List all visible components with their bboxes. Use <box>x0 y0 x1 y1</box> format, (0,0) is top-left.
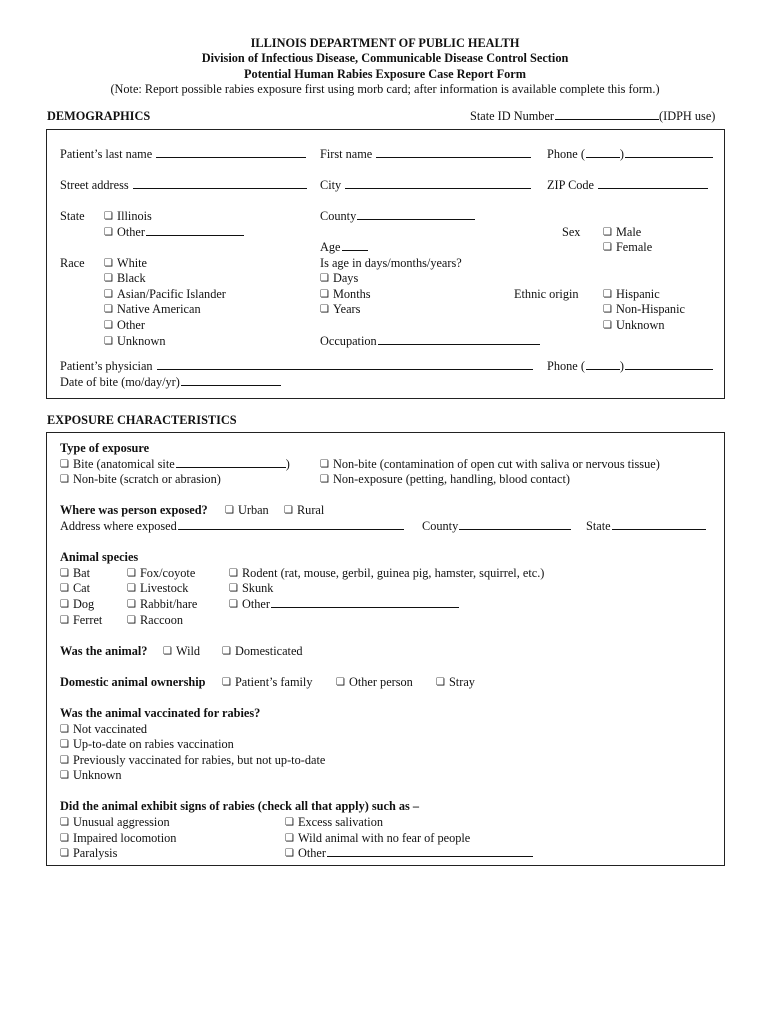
age-field[interactable]: Age <box>320 240 368 254</box>
species-fox-checkbox[interactable]: ❏ Fox/coyote <box>127 566 195 582</box>
sign-other-field[interactable]: ❏ Other <box>285 846 533 862</box>
ethnic-unknown-checkbox[interactable]: ❏ Unknown <box>603 318 664 334</box>
state-other-field[interactable]: ❏ Other <box>104 225 244 241</box>
zip-field[interactable]: ZIP Code <box>547 178 708 192</box>
ethnic-hispanic-checkbox[interactable]: ❏ Hispanic <box>603 287 660 303</box>
ethnic-origin-label: Ethnic origin <box>514 287 579 301</box>
ownership-stray-checkbox[interactable]: ❏ Stray <box>436 675 475 691</box>
rabies-signs-label: Did the animal exhibit signs of rabies (check all that apply) such as – <box>60 799 420 813</box>
vacc-up-to-date-checkbox[interactable]: ❏ Up-to-date on rabies vaccination <box>60 737 234 753</box>
last-name-field[interactable]: Patient’s last name <box>60 147 306 161</box>
species-ferret-checkbox[interactable]: ❏ Ferret <box>60 613 102 629</box>
bite-date-field[interactable]: Date of bite (mo/day/yr) <box>60 375 281 389</box>
form-title: Potential Human Rabies Exposure Case Report Form <box>244 67 526 81</box>
species-bat-checkbox[interactable]: ❏ Bat <box>60 566 90 582</box>
vaccination-label: Was the animal vaccinated for rabies? <box>60 706 261 720</box>
state-label: State <box>60 209 85 223</box>
age-days-checkbox[interactable]: ❏ Days <box>320 271 358 287</box>
sign-locomotion-checkbox[interactable]: ❏ Impaired locomotion <box>60 831 176 847</box>
city-field[interactable]: City <box>320 178 531 192</box>
form-agency-title: ILLINOIS DEPARTMENT OF PUBLIC HEALTH <box>250 36 520 50</box>
exposure-county-field[interactable]: County <box>422 519 571 533</box>
nonbite-scratch-checkbox[interactable]: ❏ Non-bite (scratch or abrasion) <box>60 472 221 488</box>
location-rural-checkbox[interactable]: ❏ Rural <box>284 503 324 519</box>
ownership-label: Domestic animal ownership <box>60 675 206 689</box>
physician-field[interactable]: Patient’s physician <box>60 359 533 373</box>
exposure-address-field[interactable]: Address where exposed <box>60 519 404 533</box>
species-skunk-checkbox[interactable]: ❏ Skunk <box>229 581 273 597</box>
exposure-type-label: Type of exposure <box>60 441 150 455</box>
state-id-field[interactable]: State ID Number (IDPH use) <box>470 109 716 123</box>
vacc-not-vaccinated-checkbox[interactable]: ❏ Not vaccinated <box>60 722 147 738</box>
age-years-checkbox[interactable]: ❏ Years <box>320 302 360 318</box>
county-field[interactable]: County <box>320 209 475 223</box>
age-months-checkbox[interactable]: ❏ Months <box>320 287 371 303</box>
sign-no-fear-checkbox[interactable]: ❏ Wild animal with no fear of people <box>285 831 470 847</box>
ethnic-non-hispanic-checkbox[interactable]: ❏ Non-Hispanic <box>603 302 685 318</box>
sex-female-checkbox[interactable]: ❏ Female <box>603 240 652 256</box>
sex-male-checkbox[interactable]: ❏ Male <box>603 225 641 241</box>
race-asian-checkbox[interactable]: ❏ Asian/Pacific Islander <box>104 287 226 303</box>
species-rodent-checkbox[interactable]: ❏ Rodent (rat, mouse, gerbil, guinea pig, hamster, squirrel, etc.) <box>229 566 544 582</box>
occupation-field[interactable]: Occupation <box>320 334 540 348</box>
species-rabbit-checkbox[interactable]: ❏ Rabbit/hare <box>127 597 197 613</box>
race-other-checkbox[interactable]: ❏ Other <box>104 318 145 334</box>
species-other-field[interactable]: ❏ Other <box>229 597 459 613</box>
species-dog-checkbox[interactable]: ❏ Dog <box>60 597 94 613</box>
form-note: (Note: Report possible rabies exposure first using morb card; after information is available complete this form.) <box>110 82 660 96</box>
form-division-title: Division of Infectious Disease, Communicable Disease Control Section <box>201 51 569 65</box>
race-white-checkbox[interactable]: ❏ White <box>104 256 147 272</box>
race-unknown-checkbox[interactable]: ❏ Unknown <box>104 334 165 350</box>
state-illinois-checkbox[interactable]: ❏ Illinois <box>104 209 152 225</box>
animal-status-label: Was the animal? <box>60 644 148 658</box>
race-native-american-checkbox[interactable]: ❏ Native American <box>104 302 201 318</box>
first-name-field[interactable]: First name <box>320 147 531 161</box>
race-label: Race <box>60 256 85 270</box>
age-unit-question: Is age in days/months/years? <box>320 256 462 270</box>
species-raccoon-checkbox[interactable]: ❏ Raccoon <box>127 613 183 629</box>
species-cat-checkbox[interactable]: ❏ Cat <box>60 581 90 597</box>
exposure-location-label: Where was person exposed? <box>60 503 208 517</box>
location-urban-checkbox[interactable]: ❏ Urban <box>225 503 269 519</box>
race-black-checkbox[interactable]: ❏ Black <box>104 271 146 287</box>
sex-label: Sex <box>562 225 581 239</box>
bite-site-field[interactable]: ❏ Bite (anatomical site ) <box>60 457 290 473</box>
nonbite-contamination-checkbox[interactable]: ❏ Non-bite (contamination of open cut with saliva or nervous tissue) <box>320 457 660 473</box>
exposure-heading: EXPOSURE CHARACTERISTICS <box>47 413 237 427</box>
demographics-heading: DEMOGRAPHICS <box>47 109 151 123</box>
species-livestock-checkbox[interactable]: ❏ Livestock <box>127 581 188 597</box>
phone-field[interactable]: Phone ( ) <box>547 147 713 161</box>
sign-aggression-checkbox[interactable]: ❏ Unusual aggression <box>60 815 170 831</box>
ownership-family-checkbox[interactable]: ❏ Patient’s family <box>222 675 313 691</box>
ownership-other-person-checkbox[interactable]: ❏ Other person <box>336 675 413 691</box>
animal-wild-checkbox[interactable]: ❏ Wild <box>163 644 200 660</box>
physician-phone-field[interactable]: Phone ( ) <box>547 359 713 373</box>
exposure-state-field[interactable]: State <box>586 519 706 533</box>
sign-salivation-checkbox[interactable]: ❏ Excess salivation <box>285 815 383 831</box>
vacc-previous-checkbox[interactable]: ❏ Previously vaccinated for rabies, but not up-to-date <box>60 753 325 769</box>
vacc-unknown-checkbox[interactable]: ❏ Unknown <box>60 768 121 784</box>
nonexposure-checkbox[interactable]: ❏ Non-exposure (petting, handling, blood contact) <box>320 472 570 488</box>
animal-domesticated-checkbox[interactable]: ❏ Domesticated <box>222 644 303 660</box>
animal-species-label: Animal species <box>60 550 139 564</box>
street-field[interactable]: Street address <box>60 178 307 192</box>
sign-paralysis-checkbox[interactable]: ❏ Paralysis <box>60 846 117 862</box>
